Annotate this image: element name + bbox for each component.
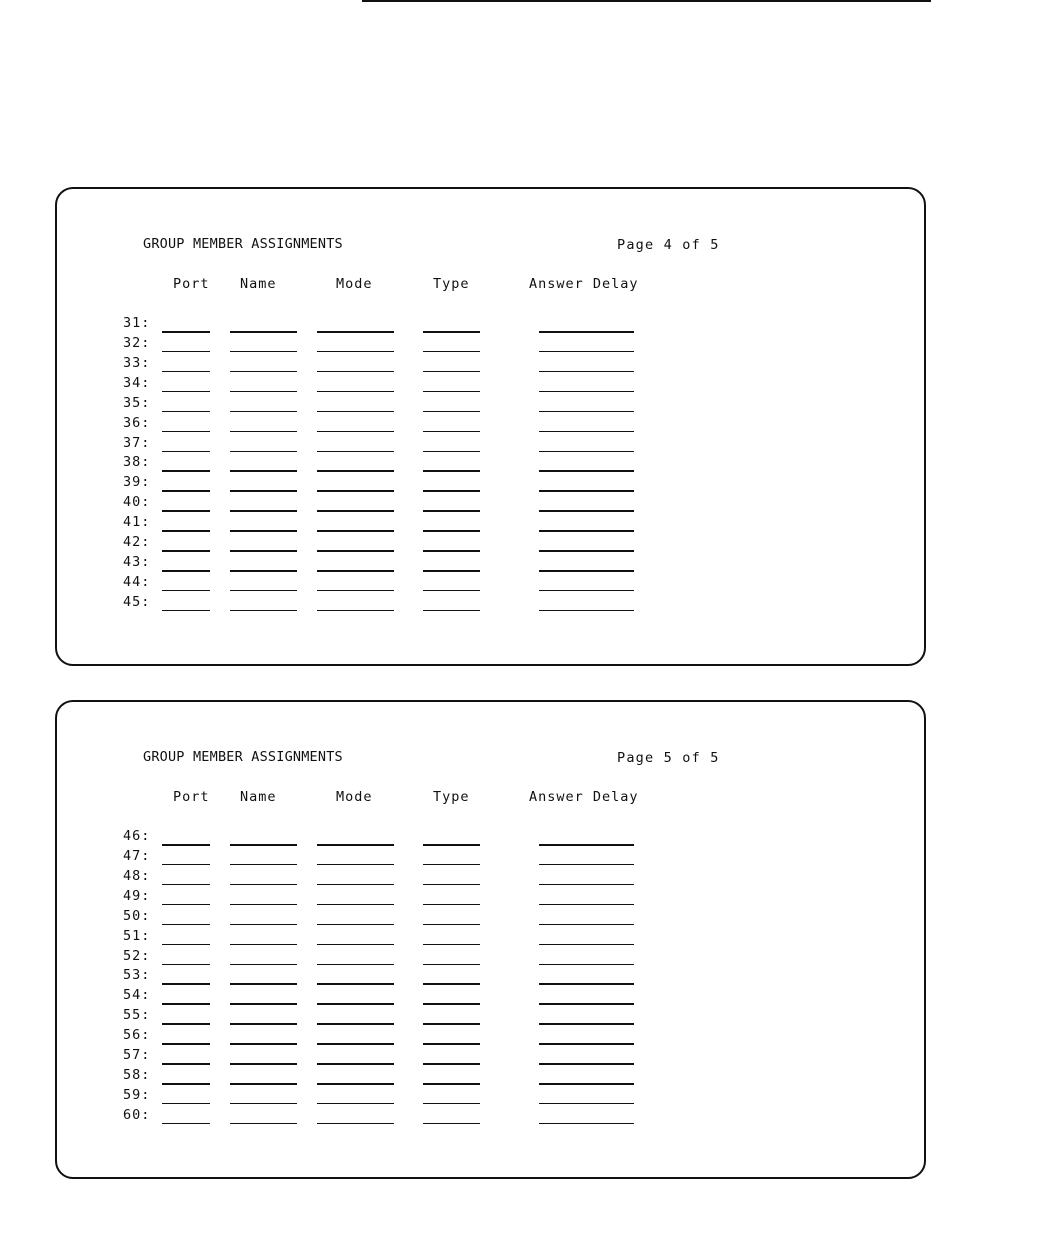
type-field[interactable] <box>423 864 480 866</box>
name-field[interactable] <box>230 983 297 985</box>
row-number: 55: <box>123 1007 151 1024</box>
mode-field[interactable] <box>317 1043 394 1045</box>
name-field[interactable] <box>230 530 297 532</box>
row-number: 57: <box>123 1047 151 1064</box>
answer-delay-field[interactable] <box>539 944 634 946</box>
type-field[interactable] <box>423 1003 480 1005</box>
answer-delay-field[interactable] <box>539 351 634 353</box>
table-row <box>57 967 924 987</box>
table-row <box>57 494 924 514</box>
column-header-type: Type <box>433 789 470 805</box>
port-field[interactable] <box>162 983 210 985</box>
screen-page-4 <box>55 187 926 666</box>
table-row <box>57 375 924 395</box>
row-number: 38: <box>123 454 151 471</box>
type-field[interactable] <box>423 983 480 985</box>
type-field[interactable] <box>423 1043 480 1045</box>
name-field[interactable] <box>230 1003 297 1005</box>
name-field[interactable] <box>230 1103 297 1105</box>
answer-delay-field[interactable] <box>539 904 634 906</box>
port-field[interactable] <box>162 470 210 472</box>
page-indicator: Page 4 of 5 <box>617 237 720 253</box>
mode-field[interactable] <box>317 510 394 512</box>
answer-delay-field[interactable] <box>539 391 634 393</box>
table-row <box>57 355 924 375</box>
row-number: 60: <box>123 1106 151 1123</box>
row-number: 46: <box>123 828 151 844</box>
name-field[interactable] <box>230 864 297 866</box>
type-field[interactable] <box>423 470 480 472</box>
mode-field[interactable] <box>317 371 394 373</box>
table-row <box>57 594 924 614</box>
screen-title: GROUP MEMBER ASSIGNMENTS <box>143 749 343 765</box>
port-field[interactable] <box>162 610 210 612</box>
mode-field[interactable] <box>317 844 394 846</box>
row-number: 50: <box>123 907 151 924</box>
row-number: 48: <box>123 867 151 884</box>
port-field[interactable] <box>162 451 210 453</box>
table-row <box>57 514 924 534</box>
type-field[interactable] <box>423 351 480 353</box>
mode-field[interactable] <box>317 964 394 966</box>
type-field[interactable] <box>423 1103 480 1105</box>
type-field[interactable] <box>423 1083 480 1085</box>
answer-delay-field[interactable] <box>539 1123 634 1125</box>
answer-delay-field[interactable] <box>539 451 634 453</box>
table-row <box>57 474 924 494</box>
mode-field[interactable] <box>317 864 394 866</box>
answer-delay-field[interactable] <box>539 1103 634 1105</box>
table-row <box>57 868 924 888</box>
answer-delay-field[interactable] <box>539 510 634 512</box>
mode-field[interactable] <box>317 470 394 472</box>
row-number: 35: <box>123 394 151 411</box>
port-field[interactable] <box>162 1103 210 1105</box>
name-field[interactable] <box>230 1123 297 1125</box>
answer-delay-field[interactable] <box>539 490 634 492</box>
answer-delay-field[interactable] <box>539 1003 634 1005</box>
column-header-mode: Mode <box>336 276 373 292</box>
name-field[interactable] <box>230 924 297 926</box>
mode-field[interactable] <box>317 550 394 552</box>
row-number: 36: <box>123 414 151 431</box>
port-field[interactable] <box>162 964 210 966</box>
port-field[interactable] <box>162 864 210 866</box>
port-field[interactable] <box>162 510 210 512</box>
answer-delay-field[interactable] <box>539 844 634 846</box>
type-field[interactable] <box>423 391 480 393</box>
mode-field[interactable] <box>317 530 394 532</box>
port-field[interactable] <box>162 530 210 532</box>
port-field[interactable] <box>162 1003 210 1005</box>
type-field[interactable] <box>423 944 480 946</box>
mode-field[interactable] <box>317 411 394 413</box>
name-field[interactable] <box>230 331 297 333</box>
name-field[interactable] <box>230 510 297 512</box>
column-header-name: Name <box>240 276 277 292</box>
type-field[interactable] <box>423 331 480 333</box>
type-field[interactable] <box>423 510 480 512</box>
port-field[interactable] <box>162 1123 210 1125</box>
type-field[interactable] <box>423 844 480 846</box>
screen-page-5 <box>55 700 926 1179</box>
answer-delay-field[interactable] <box>539 570 634 572</box>
type-field[interactable] <box>423 431 480 433</box>
table-row <box>57 948 924 968</box>
mode-field[interactable] <box>317 351 394 353</box>
column-header-mode: Mode <box>336 789 373 805</box>
table-row <box>57 415 924 435</box>
port-field[interactable] <box>162 904 210 906</box>
type-field[interactable] <box>423 371 480 373</box>
row-number: 33: <box>123 354 151 371</box>
type-field[interactable] <box>423 1023 480 1025</box>
name-field[interactable] <box>230 904 297 906</box>
row-number: 58: <box>123 1067 151 1084</box>
mode-field[interactable] <box>317 924 394 926</box>
column-header-answer-delay: Answer Delay <box>529 276 639 292</box>
name-field[interactable] <box>230 944 297 946</box>
table-row <box>57 454 924 474</box>
mode-field[interactable] <box>317 590 394 592</box>
name-field[interactable] <box>230 550 297 552</box>
answer-delay-field[interactable] <box>539 371 634 373</box>
name-field[interactable] <box>230 570 297 572</box>
name-field[interactable] <box>230 884 297 886</box>
table-row <box>57 315 924 335</box>
answer-delay-field[interactable] <box>539 924 634 926</box>
row-number: 53: <box>123 967 151 984</box>
answer-delay-field[interactable] <box>539 411 634 413</box>
port-field[interactable] <box>162 570 210 572</box>
answer-delay-field[interactable] <box>539 530 634 532</box>
table-row <box>57 888 924 908</box>
table-row <box>57 848 924 868</box>
mode-field[interactable] <box>317 431 394 433</box>
port-field[interactable] <box>162 431 210 433</box>
name-field[interactable] <box>230 1023 297 1025</box>
row-number: 40: <box>123 494 151 511</box>
page-indicator: Page 5 of 5 <box>617 750 720 766</box>
answer-delay-field[interactable] <box>539 590 634 592</box>
row-number: 49: <box>123 887 151 904</box>
mode-field[interactable] <box>317 1103 394 1105</box>
type-field[interactable] <box>423 590 480 592</box>
type-field[interactable] <box>423 411 480 413</box>
name-field[interactable] <box>230 470 297 472</box>
mode-field[interactable] <box>317 490 394 492</box>
name-field[interactable] <box>230 490 297 492</box>
row-number: 41: <box>123 514 151 531</box>
type-field[interactable] <box>423 904 480 906</box>
port-field[interactable] <box>162 1063 210 1065</box>
type-field[interactable] <box>423 964 480 966</box>
port-field[interactable] <box>162 490 210 492</box>
column-header-answer-delay: Answer Delay <box>529 789 639 805</box>
mode-field[interactable] <box>317 391 394 393</box>
mode-field[interactable] <box>317 983 394 985</box>
row-number: 47: <box>123 847 151 864</box>
column-header-type: Type <box>433 276 470 292</box>
answer-delay-field[interactable] <box>539 864 634 866</box>
table-row <box>57 554 924 574</box>
table-row <box>57 1027 924 1047</box>
type-field[interactable] <box>423 550 480 552</box>
mode-field[interactable] <box>317 1003 394 1005</box>
row-number: 32: <box>123 334 151 351</box>
answer-delay-field[interactable] <box>539 470 634 472</box>
answer-delay-field[interactable] <box>539 1023 634 1025</box>
port-field[interactable] <box>162 884 210 886</box>
port-field[interactable] <box>162 590 210 592</box>
answer-delay-field[interactable] <box>539 331 634 333</box>
table-row <box>57 435 924 455</box>
type-field[interactable] <box>423 924 480 926</box>
screen-title: GROUP MEMBER ASSIGNMENTS <box>143 236 343 252</box>
name-field[interactable] <box>230 411 297 413</box>
table-row <box>57 1007 924 1027</box>
port-field[interactable] <box>162 550 210 552</box>
name-field[interactable] <box>230 610 297 612</box>
table-row <box>57 908 924 928</box>
row-number: 39: <box>123 474 151 491</box>
type-field[interactable] <box>423 884 480 886</box>
name-field[interactable] <box>230 1083 297 1085</box>
answer-delay-field[interactable] <box>539 610 634 612</box>
port-field[interactable] <box>162 1043 210 1045</box>
name-field[interactable] <box>230 451 297 453</box>
name-field[interactable] <box>230 351 297 353</box>
table-row <box>57 987 924 1007</box>
member-rows <box>57 315 924 614</box>
type-field[interactable] <box>423 570 480 572</box>
row-number: 44: <box>123 573 151 590</box>
row-number: 59: <box>123 1086 151 1103</box>
column-header-port: Port <box>173 789 210 805</box>
member-rows <box>57 828 924 1127</box>
name-field[interactable] <box>230 590 297 592</box>
type-field[interactable] <box>423 451 480 453</box>
mode-field[interactable] <box>317 570 394 572</box>
type-field[interactable] <box>423 490 480 492</box>
table-row <box>57 1107 924 1127</box>
mode-field[interactable] <box>317 1063 394 1065</box>
port-field[interactable] <box>162 1083 210 1085</box>
mode-field[interactable] <box>317 904 394 906</box>
answer-delay-field[interactable] <box>539 431 634 433</box>
column-header-name: Name <box>240 789 277 805</box>
row-number: 43: <box>123 554 151 571</box>
mode-field[interactable] <box>317 1083 394 1085</box>
table-row <box>57 574 924 594</box>
table-row <box>57 1067 924 1087</box>
mode-field[interactable] <box>317 1123 394 1125</box>
answer-delay-field[interactable] <box>539 964 634 966</box>
name-field[interactable] <box>230 964 297 966</box>
mode-field[interactable] <box>317 884 394 886</box>
row-number: 45: <box>123 593 151 610</box>
top-rule <box>362 0 931 2</box>
row-number: 54: <box>123 987 151 1004</box>
table-row <box>57 1047 924 1067</box>
answer-delay-field[interactable] <box>539 1063 634 1065</box>
answer-delay-field[interactable] <box>539 983 634 985</box>
port-field[interactable] <box>162 844 210 846</box>
table-row <box>57 534 924 554</box>
mode-field[interactable] <box>317 610 394 612</box>
answer-delay-field[interactable] <box>539 884 634 886</box>
mode-field[interactable] <box>317 944 394 946</box>
name-field[interactable] <box>230 1063 297 1065</box>
type-field[interactable] <box>423 530 480 532</box>
port-field[interactable] <box>162 371 210 373</box>
port-field[interactable] <box>162 331 210 333</box>
row-number: 52: <box>123 947 151 964</box>
row-number: 37: <box>123 434 151 451</box>
port-field[interactable] <box>162 1023 210 1025</box>
name-field[interactable] <box>230 391 297 393</box>
answer-delay-field[interactable] <box>539 550 634 552</box>
table-row <box>57 928 924 948</box>
table-row <box>57 395 924 415</box>
type-field[interactable] <box>423 610 480 612</box>
table-row <box>57 335 924 355</box>
row-number: 56: <box>123 1027 151 1044</box>
table-row <box>57 828 924 848</box>
row-number: 42: <box>123 534 151 551</box>
port-field[interactable] <box>162 411 210 413</box>
name-field[interactable] <box>230 1043 297 1045</box>
name-field[interactable] <box>230 431 297 433</box>
type-field[interactable] <box>423 1063 480 1065</box>
mode-field[interactable] <box>317 331 394 333</box>
column-header-port: Port <box>173 276 210 292</box>
mode-field[interactable] <box>317 451 394 453</box>
type-field[interactable] <box>423 1123 480 1125</box>
port-field[interactable] <box>162 944 210 946</box>
row-number: 34: <box>123 374 151 391</box>
row-number: 51: <box>123 927 151 944</box>
table-row <box>57 1087 924 1107</box>
port-field[interactable] <box>162 391 210 393</box>
answer-delay-field[interactable] <box>539 1043 634 1045</box>
port-field[interactable] <box>162 924 210 926</box>
answer-delay-field[interactable] <box>539 1083 634 1085</box>
row-number: 31: <box>123 315 151 331</box>
name-field[interactable] <box>230 371 297 373</box>
mode-field[interactable] <box>317 1023 394 1025</box>
name-field[interactable] <box>230 844 297 846</box>
port-field[interactable] <box>162 351 210 353</box>
